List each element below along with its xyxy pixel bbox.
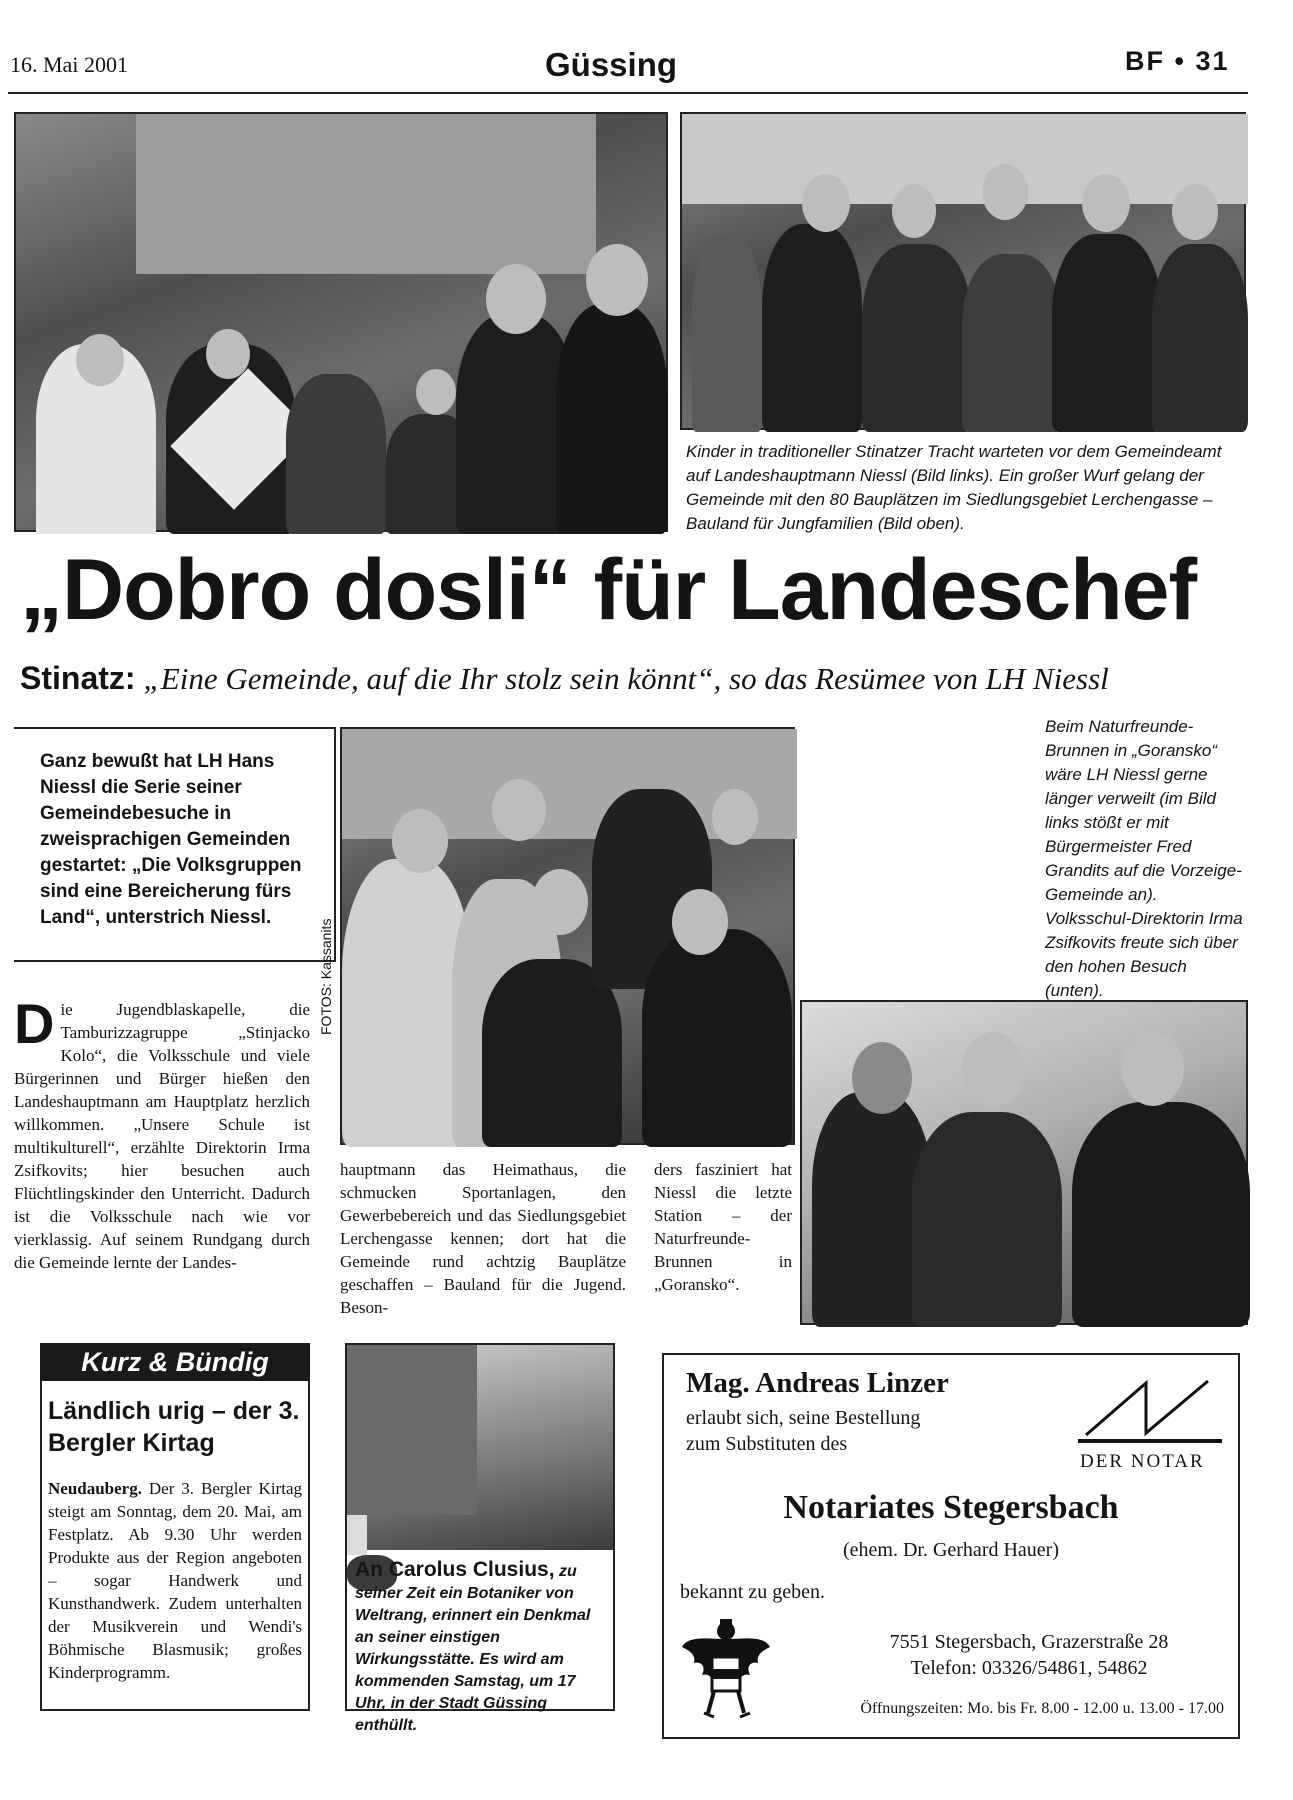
bust-photo (347, 1345, 613, 1550)
lead-box (14, 727, 336, 962)
kurz-buendig-bar: Kurz & Bündig (40, 1343, 310, 1381)
notary-advertisement (662, 1353, 1240, 1739)
toast-photo (340, 727, 795, 1145)
kurz-buendig-text (48, 1477, 302, 1684)
right-photo-caption: Beim Naturfreunde-Brunnen in „Goransko“ wäre LH Niessl gerne länger verweilt (im Bild links stößt er mit Bürgermeister Fred Grandits auf die Vorzeige-Gemeinde an). Volksschul-Direktorin Irma Zsifkovits freute sich über den hohen Besuch (unten). (1045, 717, 1243, 1000)
clusius-box (345, 1343, 615, 1734)
page-number: BF • 31 (1125, 46, 1230, 76)
clusius-name: An Carolus Clusius, (355, 1558, 555, 1581)
children-in-costume-photo (14, 112, 668, 532)
article-subhead (20, 660, 1250, 697)
column-2-text: hauptmann das Heimathaus, die schmucken Sportanlagen, den Gewerbebereich und das Siedlungsgebiet Lerchengasse kennen; dort hat die Gemeinde rund achtzig Bauplätze geschaffen – Bauland für die Jugend. Beson- (340, 1160, 626, 1317)
ad-name: Mag. Andreas Linzer (686, 1367, 949, 1399)
handshake-photo (800, 1000, 1248, 1325)
column-3-text: ders fasziniert hat Niessl die letzte Station – der Naturfreunde-Brunnen in „Goransko“. (654, 1160, 792, 1294)
kurz-buendig-title: Ländlich urig – der 3. Bergler Kirtag (48, 1397, 300, 1457)
ad-office-name: Notariates Stegersbach (783, 1489, 1119, 1526)
article-column-1 (14, 992, 310, 1274)
article-headline: „Dobro dosli“ für Landeschef (20, 542, 1197, 638)
notary-logo-text: DER NOTAR (1080, 1451, 1205, 1472)
ad-line-1: erlaubt sich, seine Bestellung (686, 1407, 921, 1429)
ad-former-notary: (ehem. Dr. Gerhard Hauer) (842, 1539, 1059, 1561)
drop-cap: D (14, 992, 55, 1055)
lead-text: Ganz bewußt hat LH Hans Niessl die Serie seiner Gemeindebesuche in zweisprachigen Gemeinden gestartet: „Die Volksgruppen sind eine Bereicherung fürs Land“, unterstrich Niessl. (40, 751, 302, 928)
kurz-buendig-box (40, 1381, 310, 1711)
ad-contact (844, 1629, 1214, 1681)
ad-address: 7551 Stegersbach, Grazerstraße 28 (889, 1631, 1169, 1653)
top-photo-caption: Kinder in traditioneller Stinatzer Tracht warteten vor dem Gemeindeamt auf Landeshauptmann Niessl (Bild links). Ein großer Wurf gelang der Gemeinde mit den 80 Bauplätzen im Siedlungsgebiet Lerchengasse – Bauland für Jungfamilien (Bild oben). (686, 442, 1222, 533)
article-column-3 (654, 1158, 792, 1296)
issue-date: 16. Mai 2001 (10, 52, 128, 77)
kurz-buendig-body: Der 3. Bergler Kirtag steigt am Sonntag, dem 20. Mai, am Festplatz. Ab 9.30 Uhr werden Produkte aus der Region angeboten – sogar Handwerk und Kunsthandwerk. Zudem unterhalten der Musikverein und Wendi's Böhmische Blasmusik; großes Kinderprogramm. (48, 1479, 302, 1682)
notary-logo-icon (1076, 1375, 1226, 1445)
ad-announce: bekannt zu geben. (680, 1581, 825, 1603)
ad-phone: Telefon: 03326/54861, 54862 (910, 1657, 1148, 1679)
ad-opening-hours: Öffnungszeiten: Mo. bis Fr. 8.00 - 12.00 u. 13.00 - 17.00 (860, 1700, 1224, 1717)
section-title: Güssing (545, 46, 678, 83)
kicker: Stinatz: (20, 660, 136, 696)
ad-line-2: zum Substituten des (686, 1433, 848, 1455)
subhead-quote: „Eine Gemeinde, auf die Ihr stolz sein könnt“, so das Resümee von LH Niessl (143, 661, 1109, 696)
clusius-caption (355, 1559, 609, 1737)
kurz-buendig-place: Neudauberg. (48, 1479, 142, 1498)
group-of-men-photo (680, 112, 1246, 430)
article-column-2 (340, 1158, 626, 1319)
header-rule (8, 92, 1248, 94)
clusius-text: zu seiner Zeit ein Botaniker von Weltrang, erinnert ein Denkmal an seiner einstigen Wirkungsstätte. Es wird am kommenden Samstag, um 17 Uhr, in der Stadt Güssing enthüllt. (355, 1563, 591, 1734)
photo-credit: FOTOS: Kassanits (318, 918, 334, 1035)
column-1-text: ie Jugendblaskapelle, die Tamburizzagruppe „Stinjacko Kolo“, die Volksschule und viele Bürgerinnen und Bürger hießen den Landeshauptmann am Hauptplatz herzlich willkommen. „Unsere Schule ist multikulturell“, erzählte Direktorin Irma Zsifkovits; hier besuchen auch Flüchtlingskinder den Unterricht. Dadurch ist die Volksschule nach wie vor vierklassig. Auf seinem Rundgang durch die Gemeinde lernte der Landes- (14, 1000, 310, 1272)
